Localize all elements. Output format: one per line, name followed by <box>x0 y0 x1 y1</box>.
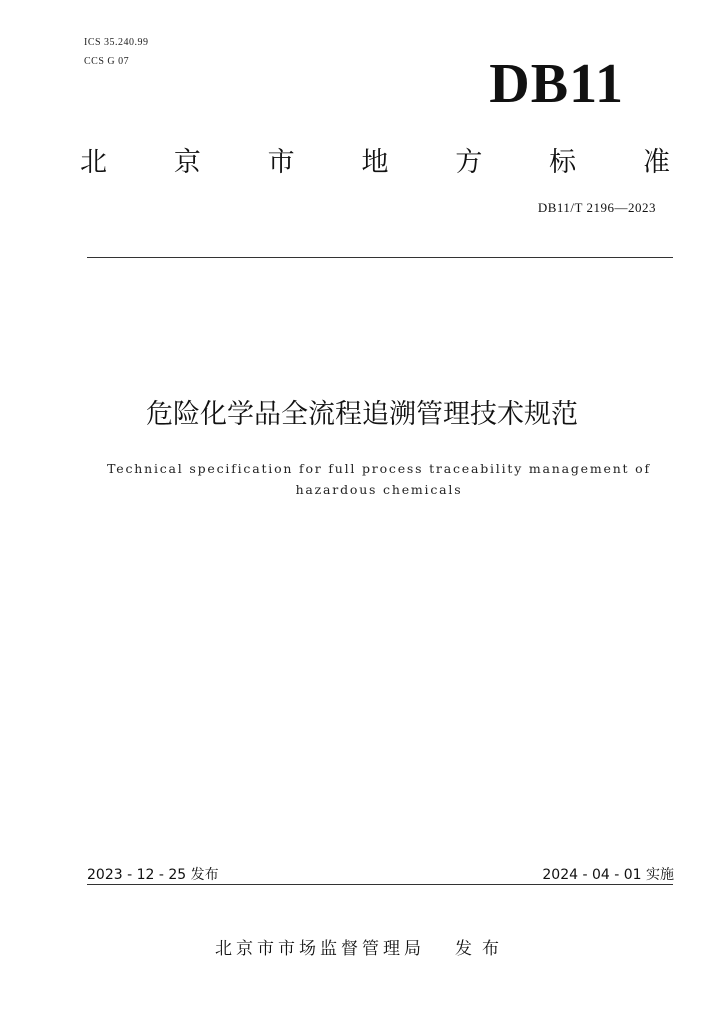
top-divider <box>87 257 673 258</box>
standard-number: DB11/T 2196—2023 <box>537 200 656 215</box>
document-title-en-line2: hazardous chemicals <box>295 482 463 497</box>
standard-type-char: 京 <box>173 147 201 178</box>
bottom-divider <box>87 884 673 885</box>
standard-type-title <box>80 140 670 179</box>
document-title-cn: 危险化学品全流程追溯管理技术规范 <box>146 399 578 430</box>
standard-type-char: 准 <box>642 147 670 178</box>
standard-type-char: 地 <box>361 147 389 178</box>
document-title-en-line1: Technical specification for full process traceability management of <box>107 461 651 476</box>
standard-type-char: 标 <box>549 147 577 178</box>
implementation-date: 2024 - 04 - 01 实施 <box>542 867 674 883</box>
standard-type-char: 市 <box>267 147 295 178</box>
issuer-name: 北京市市场监督管理局 <box>215 939 425 959</box>
document-title-en <box>84 458 674 500</box>
standard-type-char: 方 <box>455 147 483 178</box>
release-date: 2023 - 12 - 25 发布 <box>87 867 219 883</box>
ccs-code: CCS G 07 <box>84 56 130 67</box>
standard-type-char: 北 <box>80 147 107 178</box>
issue-word: 发布 <box>455 939 509 959</box>
ics-code: ICS 35.240.99 <box>84 37 149 48</box>
issuer-line <box>0 934 724 959</box>
db11-logo: DB11 <box>489 53 624 115</box>
